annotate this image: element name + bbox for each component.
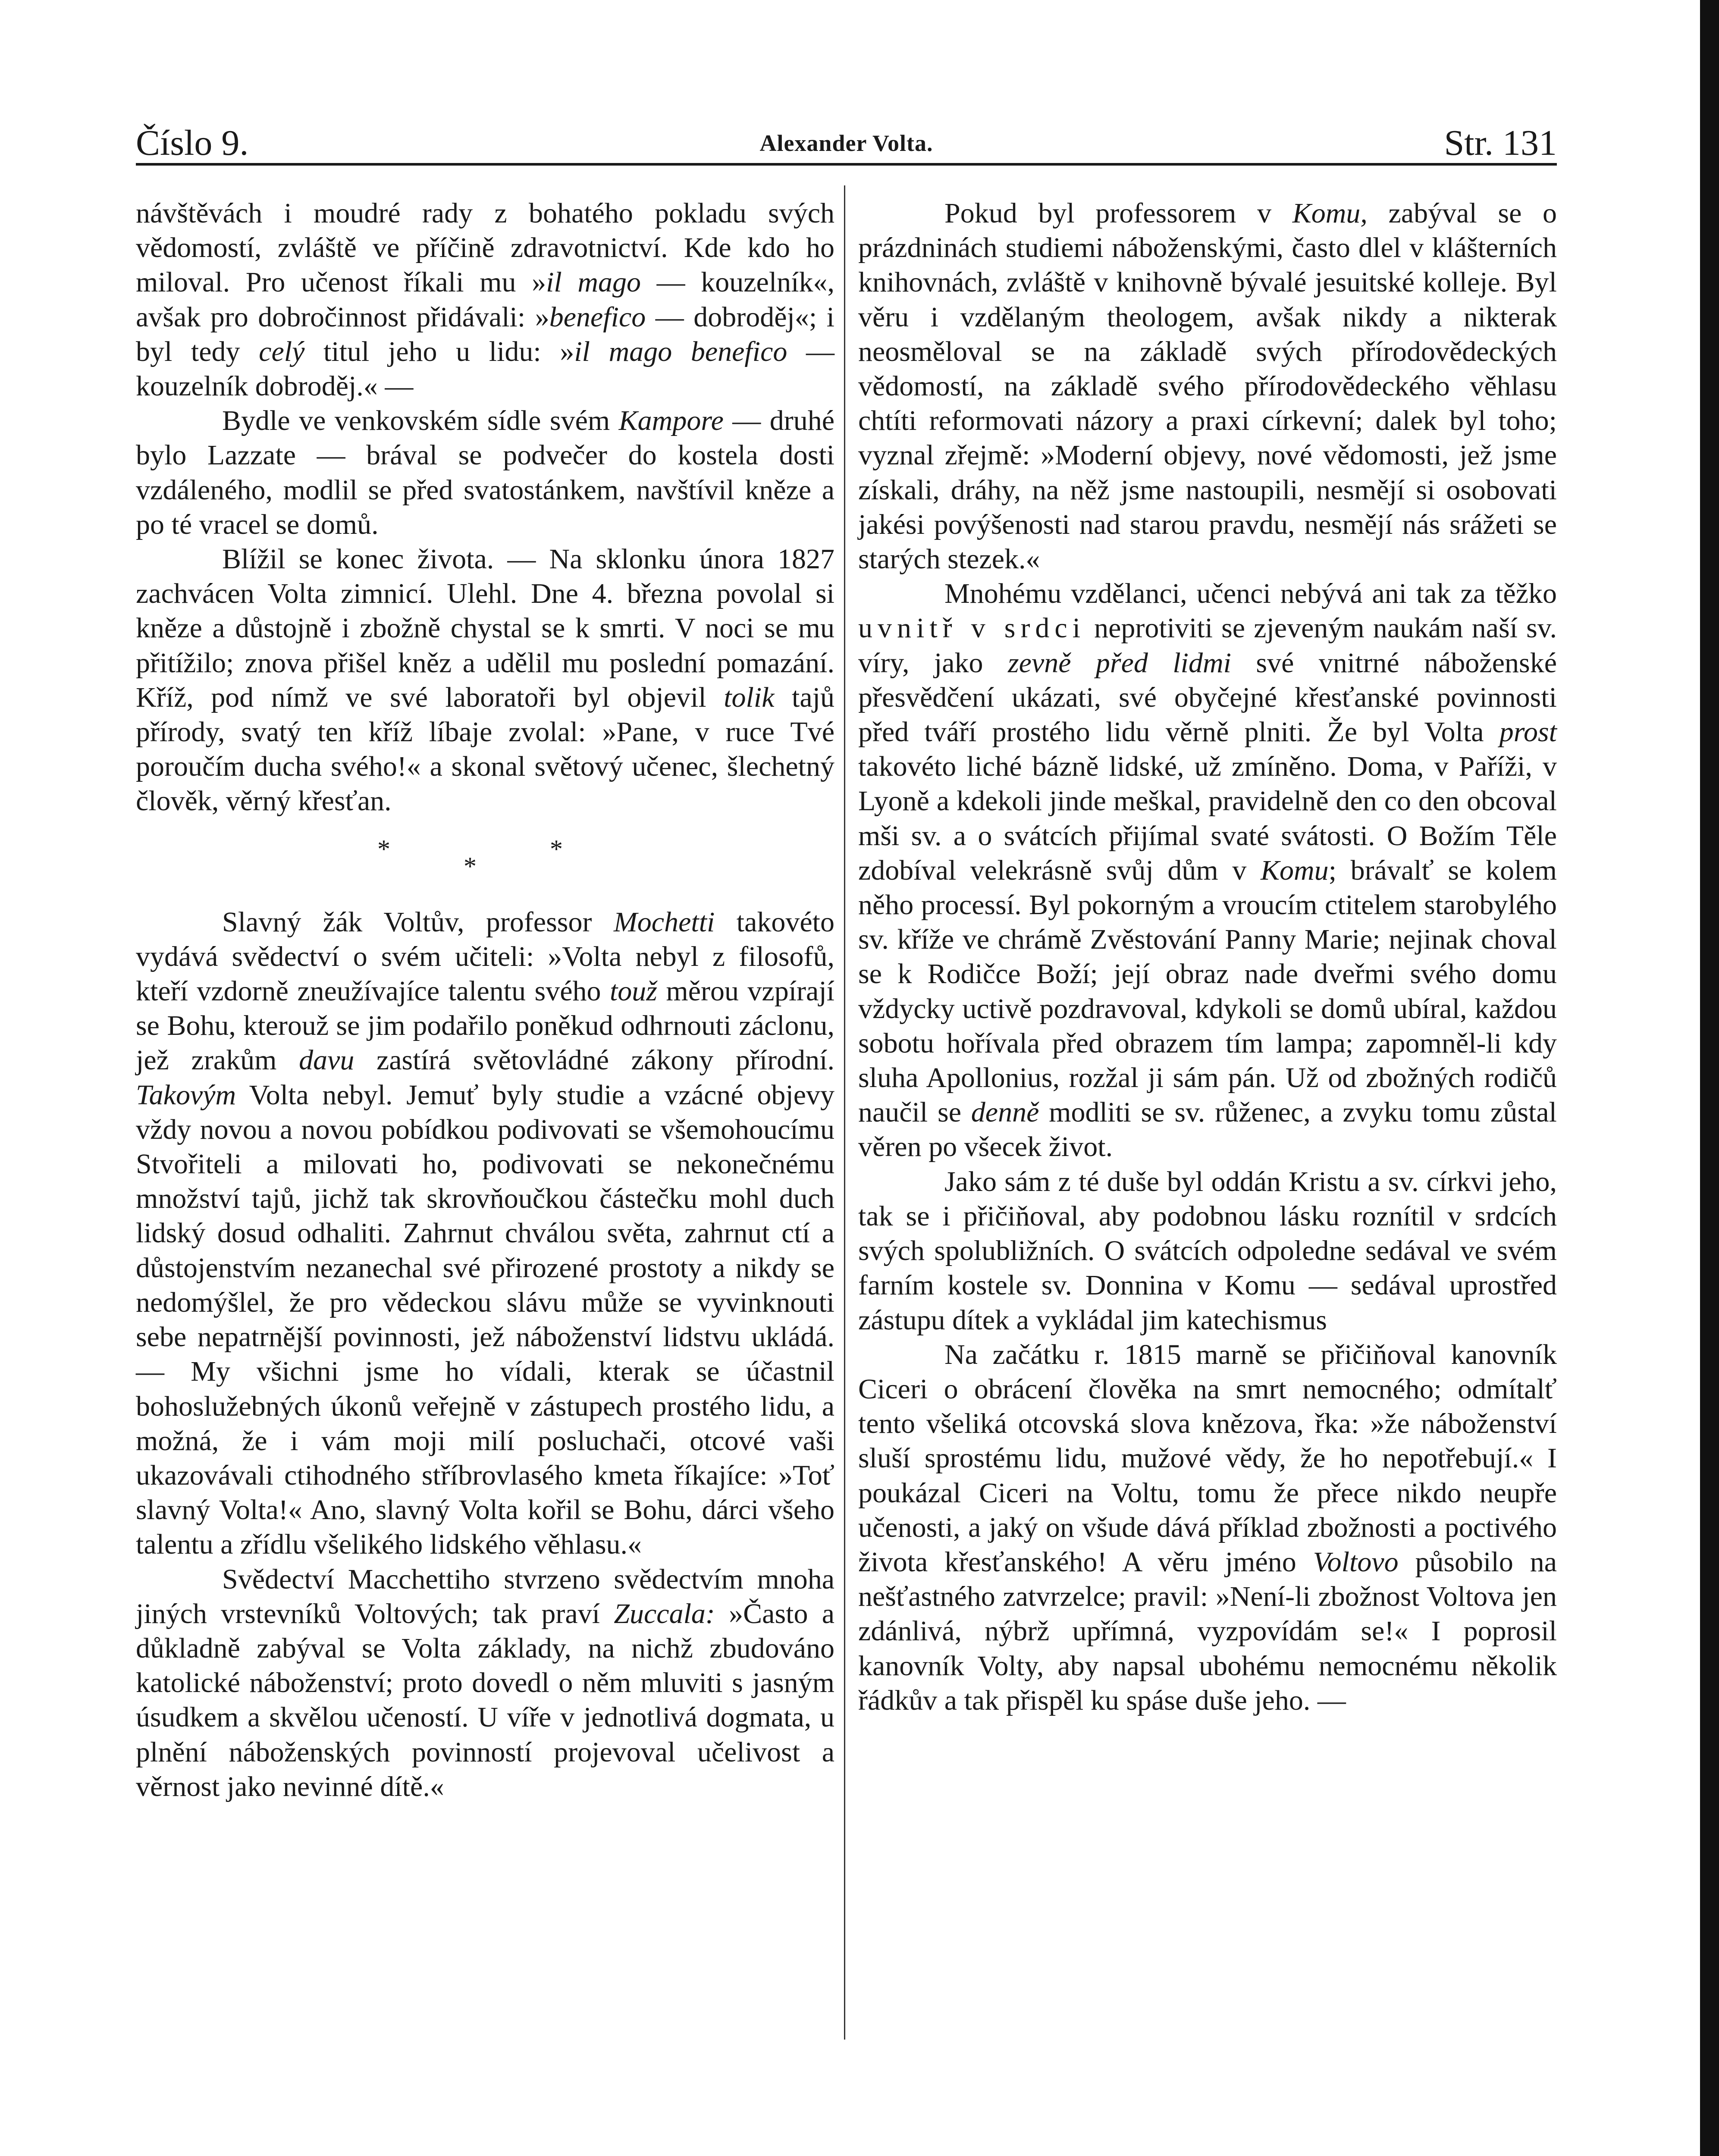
paragraph: Pokud byl professorem v Komu, zabýval se o prázdninách studiemi náboženskými, často dlel v klášterních knihovnách, zvláště v knihovně bývalé jesuitské kolleje. Byl věru i vzdělaným theologem, avšak nikdy a nikterak neosměloval se na základě svých přírodovědeckých vědomostí, na základě svého přírodovědeckého věhlasu chtíti reformovati názory a praxi církevní; dalek byl toho; vyznal zřejmě: »Moderní objevy, nové vědomosti, jež jsme získali, dráhy, na něž jsme nastoupili, nesmějí si osobovati jakési povýšenosti nad starou pravdu, nesmějí nás srážeti se starých stezek.« (858, 197, 1557, 575)
left-column (136, 196, 834, 1804)
running-title: Alexander Volta. (759, 130, 933, 156)
star: * (464, 852, 477, 881)
page-number: Str. 131 (1444, 123, 1557, 163)
paragraph: návštěvách i moudré rady z bohatého pokladu svých vědomostí, zvláště ve příčině zdravotnictví. Kde kdo ho miloval. Pro učenost říkali mu »il mago — kouzelník«, avšak pro dobročinnost přidávali: »benefico — dobroděj«; i byl tedy celý titul jeho u lidu: »il mago benefico — kouzelník dobroděj.« — (136, 197, 834, 402)
star: * (377, 834, 390, 863)
issue-number: Číslo 9. (136, 123, 249, 163)
paragraph: Blížil se konec života. — Na sklonku února 1827 zachvácen Volta zimnicí. Ulehl. Dne 4. března povolal si kněze a důstojně i zbožně chystal se k smrti. V noci se mu přitížilo; znova přišel kněz a udělil mu poslední pomazání. Kříž, pod nímž ve své laboratoři byl objevil tolik tajů přírody, svatý ten kříž líbaje zvolal: »Pane, v ruce Tvé poroučím ducha svého!« a skonal světový učenec, šlechetný člověk, věrný křesťan. (136, 543, 834, 817)
header-rule (136, 163, 1557, 166)
section-separator (136, 832, 834, 881)
paragraph: Svědectví Macchettiho stvrzeno svědectvím mnoha jiných vrstevníků Voltových; tak praví Zuccala: »Často a důkladně zabýval se Volta základy, na nichž zbudováno katolické náboženství; proto dovedl o něm mluviti s jasným úsudkem a skvělou učeností. U víře v jednotlivá dogmata, u plnění náboženských povinností projevoval učelivost a věrnost jako nevinné dítě.« (136, 1563, 834, 1802)
paragraph: Slavný žák Voltův, professor Mochetti takovéto vydává svědectví o svém učiteli: »Volta nebyl z filosofů, kteří vzdorně zneužívajíce talentu svého touž měrou vzpírají se Bohu, kterouž se jim podařilo poněkud odhrnouti záclonu, jež zrakům davu zastírá světovládné zákony přírodní. Takovým Volta nebyl. Jemuť byly studie a vzácné objevy vždy novou a novou pobídkou podivovati se všemohoucímu Stvořiteli a milovati ho, podivovati se nekonečnému množství tajů, jichž tak skrovňoučkou částečku mohl duch lidský dosud odhaliti. Zahrnut chválou světa, zahrnut ctí a důstojenstvím nezanechal své přirozené prostoty a nikdy se nedomýšlel, že pro vědeckou slávu může se vyvinknouti sebe nepatrnější povinnosti, jež náboženství lidstvu ukládá. — My všichni jsme ho vídali, kterak se účastnil bohoslužebných úkonů veřejně v zástupech prostého lidu, a možná, že i vám moji milí posluchači, otcové vaši ukazovávali ctihodného stříbrovlasého kmeta říkajíce: »Toť slavný Volta!« Ano, slavný Volta kořil se Bohu, dárci všeho talentu a zřídlu všelikého lidského věhlasu.« (136, 906, 835, 1561)
paragraph: Na začátku r. 1815 marně se přičiňoval kanovník Ciceri o obrácení člověka na smrt nemocného; odmítalť tento všeliká otcovská slova knězova, řka: »že náboženství sluší sprostému lidu, mužové vědy, že ho nepotřebují.« I poukázal Ciceri na Voltu, tomu že přece nikdo neupře učenosti, a jaký on všude dává příklad zbožnosti a poctivého života křesťanského! A věru jméno Voltovo působilo na nešťastného zatvrzelce; pravil: »Není-li zbožnost Voltova jen zdánlivá, nýbrž upřímná, vyzpovídám se!« I poprosil kanovník Volty, aby napsal ubohému nemocnému několik řádkův a tak přispěl ku spáse duše jeho. — (858, 1338, 1557, 1716)
paragraph: Mnohému vzdělanci, učenci nebývá ani tak za těžko uvnitř v srdci neprotiviti se zjeveným naukám naší sv. víry, jako zevně před lidmi své vnitrné náboženské přesvědčení ukázati, své obyčejné křesťanské povinnosti před tváří prostého lidu věrně plniti. Že byl Volta prost takovéto liché bázně lidské, už zmíněno. Doma, v Paříži, v Lyoně a kdekoli jinde meškal, pravidelně den co den obcoval mši sv. a o svátcích přijímal svaté svátosti. O Božím Těle zdobíval velekrásně svůj dům v Komu; brávalť se kolem něho processí. Byl pokorným a vroucím ctitelem starobylého sv. kříže ve chrámě Zvěstování Panny Marie; nejinak choval se k Rodičce Boží; její obraz nade dveřmi svého domu vždycky uctivě pozdravoval, kdykoli se domů ubíral, každou sobotu hořívala před obrazem tím lampa; zapomněl-li kdy sluha Apollonius, rozžal ji sám pán. Už od zbožných rodičů naučil se denně modliti se sv. růženec, a zvyku tomu zůstal věren po všecek život. (858, 578, 1557, 1163)
running-header (136, 122, 1557, 169)
column-divider (844, 185, 845, 2040)
paragraph: Jako sám z té duše byl oddán Kristu a sv. církvi jeho, tak se i přičiňoval, aby podobnou lásku roznítil v srdcích svých spolubližních. O svátcích odpoledne sedával ve svém farním kostele sv. Donnina v Komu — sedával uprostřed zástupu dítek a vykládal jim katechismus (858, 1166, 1557, 1336)
star: * (550, 834, 563, 863)
paragraph: Bydle ve venkovském sídle svém Kampore — druhé bylo Lazzate — brával se podvečer do kostela dosti vzdáleného, modlil se před svatostánkem, navštívil kněze a po té vracel se domů. (136, 405, 834, 540)
right-column (858, 196, 1557, 1718)
